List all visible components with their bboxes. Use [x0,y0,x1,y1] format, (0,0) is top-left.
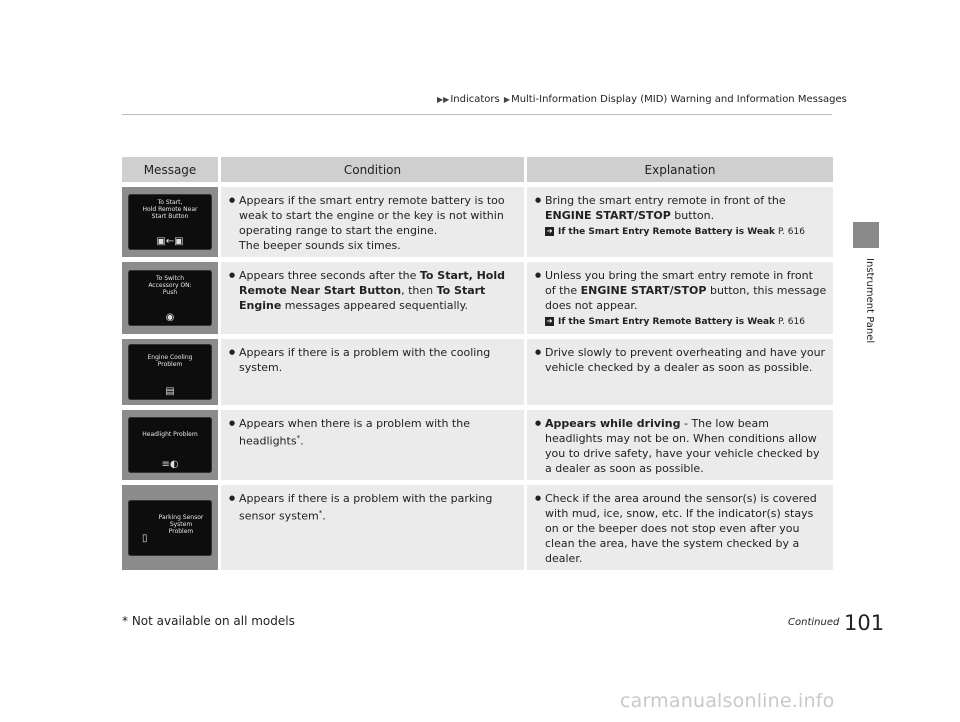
table-row [122,262,833,334]
condition-bullet: ● Appears if there is a problem with the parking sensor system*. [229,491,518,524]
mid-screen-text: Headlight Problem [142,431,198,438]
condition-cell [218,410,524,480]
explanation-cell [524,339,833,405]
table-row [122,410,833,480]
page-number: 101 [844,611,885,635]
reference-arrow-icon: ➜ [546,317,553,325]
mid-screen-image [128,194,212,250]
chapter-tab-marker [853,222,879,248]
mid-screen-image [128,417,212,473]
remote-key-icon: ▣←▣ [156,236,184,247]
table-row [122,187,833,257]
condition-bullet: ● Appears three seconds after the To Start, Hold Remote Near Start Button, then To Start Engine messages appeared sequentially. [229,268,518,313]
mid-screen-text: Engine Cooling Problem [147,354,193,368]
breadcrumb-item-mid-messages[interactable]: Multi-Information Display (MID) Warning and Information Messages [511,94,847,105]
condition-bullet: ● Appears if there is a problem with the cooling system. [229,345,518,375]
column-header-message: Message [122,157,218,182]
explanation-cell [524,485,833,570]
table-header-row [122,157,833,182]
explanation-bullet: ● Appears while driving - The low beam headlights may not be on. When conditions allow you to drive safety, have your vehicle checked by a dealer as soon as possible. [535,416,827,476]
message-image-cell [122,485,218,570]
message-table [122,157,833,570]
breadcrumb-arrow-icon: ▶ [503,95,511,104]
footnote: * Not available on all models [122,614,295,628]
message-image-cell [122,339,218,405]
cross-reference-link[interactable]: ➜ If the Smart Entry Remote Battery is Weak P. 616 [546,317,805,327]
continued-label: Continued [788,617,840,628]
message-image-cell [122,187,218,257]
explanation-bullet: ● Drive slowly to prevent overheating and have your vehicle checked by a dealer as soon as possible. [535,345,827,375]
watermark: carmanualsonline.info [620,690,835,712]
condition-cell [218,262,524,334]
breadcrumb-item-indicators[interactable]: Indicators [450,94,500,105]
condition-cell [218,339,524,405]
mid-screen-image [128,500,212,556]
mid-screen-image [128,270,212,326]
explanation-cell [524,262,833,334]
cross-reference-link[interactable]: ➜ If the Smart Entry Remote Battery is Weak P. 616 [546,227,805,237]
mid-screen-image [128,344,212,400]
breadcrumb [436,94,847,105]
message-image-cell [122,262,218,334]
chapter-side-label: Instrument Panel [864,258,875,344]
mid-screen-text: Parking Sensor System Problem [158,513,204,535]
message-image-cell [122,410,218,480]
condition-cell [218,485,524,570]
breadcrumb-arrow-icon: ▶▶ [437,95,450,104]
column-header-condition: Condition [218,157,524,182]
header-divider [122,114,832,115]
condition-bullet: ● Appears when there is a problem with the headlights*. [229,416,518,449]
mid-screen-text: To Start, Hold Remote Near Start Button [142,199,198,220]
headlight-icon: ≡◐ [161,459,179,470]
column-header-explanation: Explanation [524,157,833,182]
coolant-icon: ▤ [165,386,175,397]
condition-bullet: ● Appears if the smart entry remote battery is too weak to start the engine or the key is not within operating range to start the engine. The beeper sounds six times. [229,193,518,253]
explanation-cell [524,410,833,480]
explanation-cell [524,187,833,257]
explanation-bullet: ● Check if the area around the sensor(s) is covered with mud, ice, snow, etc. If the indicator(s) stays on or the beeper does not stop even after you clean the area, have the system checked by a dealer. [535,491,827,566]
condition-cell [218,187,524,257]
mid-screen-text: To Switch Accessory ON: Push [148,275,192,296]
explanation-bullet: ● Unless you bring the smart entry remote in front of the ENGINE START/STOP button, this message does not appear. [535,268,827,313]
car-topview-icon: ▯ [142,532,148,544]
explanation-bullet: ● Bring the smart entry remote in front of the ENGINE START/STOP button. [535,193,827,223]
table-row [122,339,833,405]
reference-arrow-icon: ➜ [546,227,553,235]
push-button-icon: ◉ [165,312,175,323]
table-row [122,485,833,570]
